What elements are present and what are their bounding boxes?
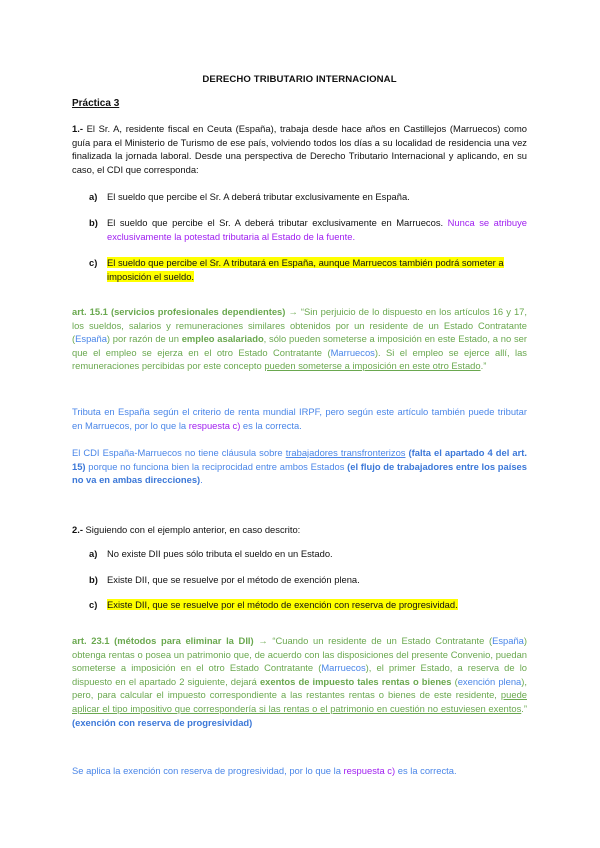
question-1-option-c (89, 256, 527, 283)
tributa-explanation: Tributa en España según el criterio de renta mundial IRPF, pero según este artículo también puede tributar en Marruecos, por lo que la respuesta c) es la correcta. (72, 406, 527, 431)
exencion-nota: (exención con reserva de progresividad) (72, 716, 253, 728)
question-1 (72, 122, 527, 176)
document-title: DERECHO TRIBUTARIO INTERNACIONAL (202, 74, 397, 85)
article-15-ref: art. 15.1 (servicios profesionales dependientes) (72, 306, 286, 317)
question-2 (72, 523, 527, 537)
question-2-text: Siguiendo con el ejemplo anterior, en caso descrito: (82, 524, 301, 535)
option-letter: c) (89, 599, 98, 610)
article-23-quote: art. 23.1 (métodos para eliminar la DII) → “Cuando un residente de un Estado Contratante (España) obtenga rentas o posea un patrimonio que, de acuerdo con las disposiciones del presente Convenio, puedan someterse a imposición en el otro Estado Contratante (Marruecos), el primer Estado, a reserva de lo dispuesto en el apartado 2 siguiente, dejará exentos de impuesto tales rentas o bienes (exención plena), pero, para calcular el impuesto correspondiente a las restantes rentas o bienes de este residente, puede aplicar el tipo impositivo que correspondería si las rentas o el patrimonio en cuestión no estuviesen exentos.” (exención con reserva de progresividad) (72, 635, 528, 728)
article-15-quote: art. 15.1 (servicios profesionales dependientes) → “Sin perjuicio de lo dispuesto en los artículos 16 y 17, los sueldos, salarios y remuneraciones similares obtenidos por un residente de un Estado Contratante (España) por razón de un empleo asalariado, sólo pueden someterse a imposición en este Estado, a no ser que el empleo se ejerza en el otro Estado Contratante (Marruecos). Si el empleo se ejerce allí, las remuneraciones percibidas por este concepto pueden someterse a imposición en este otro Estado.” (72, 306, 527, 372)
option-letter: a) (89, 548, 98, 559)
question-1-option-b (89, 216, 527, 243)
option-letter: c) (89, 257, 98, 268)
option-letter: b) (89, 574, 98, 585)
question-2-number: 2.- (72, 524, 83, 535)
practice-heading: Práctica 3 (72, 98, 120, 109)
option-b-note: Nunca se atribuye exclusivamente la potestad tributaria al Estado de la fuente. (107, 217, 527, 242)
option-text: El sueldo que percibe el Sr. A deberá tributar exclusivamente en Marruecos. (107, 217, 448, 228)
article-23-ref: art. 23.1 (métodos para eliminar la DII) (72, 635, 254, 646)
option-text: Existe DII, que se resuelve por el método de exención plena. (107, 574, 360, 585)
question-2-option-b (89, 573, 527, 587)
option-text-highlighted: Existe DII, que se resuelve por el método de exención con reserva de progresividad. (107, 599, 458, 610)
question-1-number: 1.- (72, 123, 83, 134)
question-1-option-a (89, 190, 527, 204)
question-2-option-a (89, 547, 527, 561)
final-explanation: Se aplica la exención con reserva de progresividad, por lo que la respuesta c) es la correcta. (72, 765, 457, 776)
option-text: El sueldo que percibe el Sr. A deberá tributar exclusivamente en España. (107, 191, 410, 202)
cdi-explanation: El CDI España-Marruecos no tiene cláusula sobre trabajadores transfronterizos (falta el apartado 4 del art. 15) porque no funciona bien la reciprocidad entre ambos Estados (el flujo de trabajadores entre los países no va en ambas direcciones). (72, 447, 527, 486)
exentos-phrase: exentos de impuesto tales rentas o bienes (259, 675, 452, 687)
option-letter: b) (89, 217, 98, 228)
option-text: No existe DII pues sólo tributa el sueldo en un Estado. (107, 548, 333, 559)
empleo-asalariado: empleo asalariado (181, 333, 264, 345)
option-letter: a) (89, 191, 98, 202)
question-1-text: El Sr. A, residente fiscal en Ceuta (España), trabaja desde hace años en Castillejos (Marruecos) como guía para el Ministerio de Turismo de ese país, volviendo todos los días a su localidad de residencia una vez finalizada la jornada laboral. Desde una perspectiva de Derecho Tributario Internacional y aplicando, en su caso, el CDI que corresponda: (72, 123, 527, 175)
question-2-option-c (89, 598, 527, 612)
option-text-highlighted: El sueldo que percibe el Sr. A tributará en España, aunque Marruecos también podrá someter a imposición el sueldo. (107, 257, 504, 282)
